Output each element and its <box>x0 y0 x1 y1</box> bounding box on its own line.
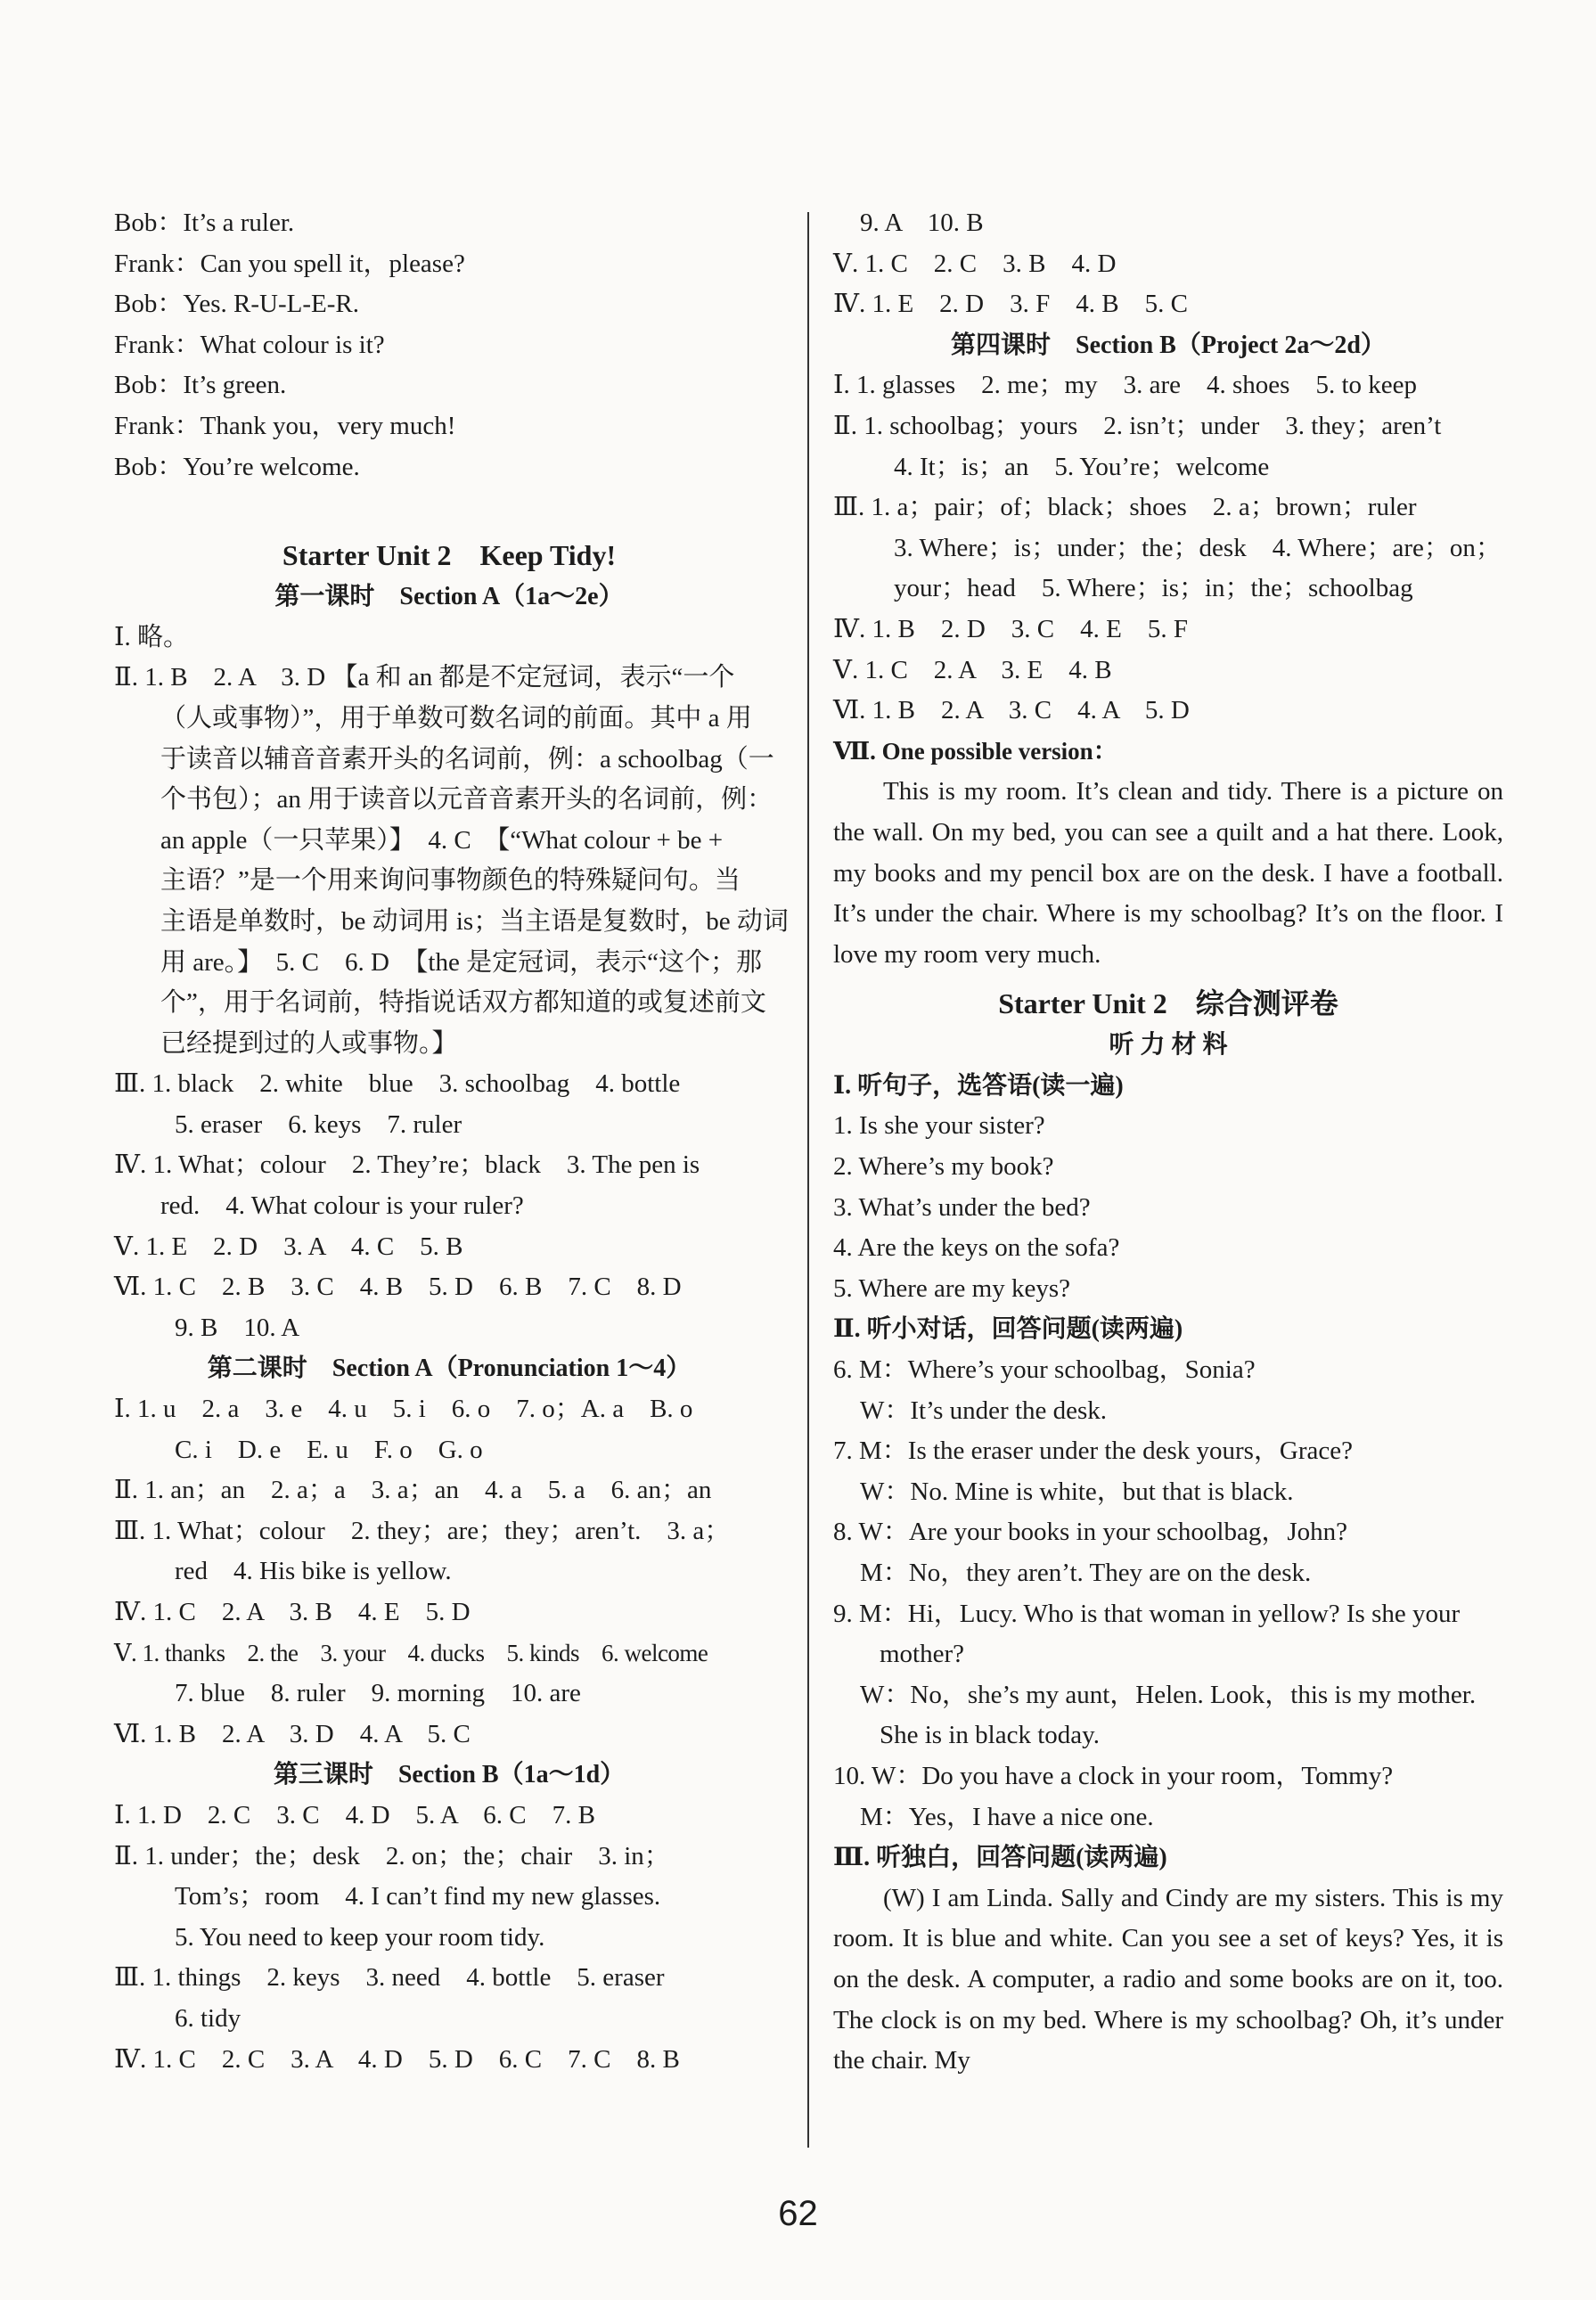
answer-line: Ⅴ. 1. C 2. A 3. E 4. B <box>833 655 1112 684</box>
dialogue-line: Frank：What colour is it? <box>114 330 385 359</box>
answer-line: Ⅳ. 1. What；colour 2. They’re；black 3. The pen is <box>114 1150 700 1180</box>
answer-line: Ⅵ. 1. B 2. A 3. C 4. A 5. D <box>833 696 1190 725</box>
answer-line: 9. A 10. B <box>860 209 984 237</box>
answer-line: Ⅴ. 1. E 2. D 3. A 4. C 5. B <box>114 1232 463 1261</box>
answer-line: C. i D. e E. u F. o G. o <box>175 1435 483 1464</box>
lesson-heading: 第二课时 Section A（Pronunciation 1～4） <box>207 1355 692 1383</box>
answer-line: Ⅳ. 1. E 2. D 3. F 4. B 5. C <box>833 290 1188 319</box>
answer-line: Ⅰ. 1. u 2. a 3. e 4. u 5. i 6. o 7. o；A. a B. o <box>114 1395 693 1424</box>
dialogue-line: M：Yes，I have a nice one. <box>860 1802 1154 1831</box>
dialogue-line: Bob：It’s a ruler. <box>114 209 295 237</box>
answer-line: 主语是单数时，be 动词用 is；当主语是复数时，be 动词 <box>160 906 789 936</box>
answer-line: Tom’s；room 4. I can’t find my new glasses. <box>175 1882 661 1911</box>
dialogue-line: 8. W：Are your books in your schoolbag，John? <box>833 1518 1347 1547</box>
answer-line: your；head 5. Where；is；in；the；schoolbag <box>894 574 1413 603</box>
answer-line: Ⅲ. 1. things 2. keys 3. need 4. bottle 5. eraser <box>114 1963 665 1993</box>
answer-line: an apple（一只苹果）】 4. C 【“What colour + be + <box>160 825 724 855</box>
dialogue-line: Bob：You’re welcome. <box>114 452 360 481</box>
answer-line: 7. blue 8. ruler 9. morning 10. are <box>175 1679 581 1708</box>
answer-line: 3. Where；is；under；the；desk 4. Where；are；on； <box>894 533 1502 562</box>
answer-line: Ⅲ. 1. a；pair；of；black；shoes 2. a；brown；ruler <box>833 493 1417 522</box>
answer-line: Ⅲ. 1. black 2. white blue 3. schoolbag 4. bottle <box>114 1069 681 1099</box>
test-title: Starter Unit 2 综合测评卷 <box>998 987 1338 1020</box>
question-line: 2. Where’s my book? <box>833 1152 1054 1182</box>
dialogue-line: Bob：Yes. R-U-L-E-R. <box>114 290 359 319</box>
answer-line: red 4. His bike is yellow. <box>175 1557 452 1586</box>
question-line: 4. Are the keys on the sofa? <box>833 1233 1120 1263</box>
question-line: 1. Is she your sister? <box>833 1111 1045 1141</box>
monologue-passage: (W) I am Linda. Sally and Cindy are my sisters. This is my room. It is blue and white. Can you see a set of keys? Yes, it is on the desk. A computer, a radio and some books are on it, too. The clock is on my bed. Where is my schoolbag? Oh, it’s under the chair. My <box>833 1883 1503 2075</box>
answer-line: 主语？”是一个用来询问事物颜色的特殊疑问句。当 <box>160 866 741 896</box>
left-column <box>114 203 789 2080</box>
dialogue-line: W：No，she’s my aunt，Helen. Look，this is my mother. <box>860 1680 1477 1709</box>
listening-title: 听 力 材 料 <box>1109 1031 1228 1060</box>
question-line: 3. What’s under the bed? <box>833 1192 1091 1222</box>
answer-line: 用 are。】 5. C 6. D 【the 是定冠词，表示“这个；那 <box>160 947 762 977</box>
dialogue-line: mother? <box>880 1640 965 1669</box>
dialogue-line: W：It’s under the desk. <box>860 1396 1108 1425</box>
answer-line: Ⅱ. 1. schoolbag；yours 2. isn’t；under 3. they；aren’t <box>833 411 1442 440</box>
unit-title: Starter Unit 2 Keep Tidy! <box>282 539 617 572</box>
lesson-heading: 第四课时 Section B（Project 2a～2d） <box>951 331 1386 359</box>
answer-line: 6. tidy <box>175 2003 241 2033</box>
answer-line: 个书包）；an 用于读音以元音音素开头的名词前，例： <box>160 785 773 814</box>
answer-line: 于读音以辅音音素开头的名词前，例：a schoolbag（一 <box>160 744 774 773</box>
section-heading: Ⅰ. 听句子，选答语(读一遍) <box>833 1071 1124 1100</box>
answer-line: （人或事物）”，用于单数可数名词的前面。其中 a 用 <box>160 703 752 733</box>
section-heading: Ⅲ. 听独白，回答问题(读两遍) <box>833 1844 1167 1872</box>
dialogue-line: Bob：It’s green. <box>114 371 287 400</box>
answer-line: Ⅰ. 1. D 2. C 3. C 4. D 5. A 6. C 7. B <box>114 1800 595 1829</box>
answer-line: 5. eraser 6. keys 7. ruler <box>175 1109 462 1139</box>
dialogue-line: Frank：Thank you，very much! <box>114 411 456 440</box>
dialogue-line: Frank：Can you spell it，please? <box>114 249 465 278</box>
dialogue-line: 10. W：Do you have a clock in your room，Tommy? <box>833 1761 1394 1790</box>
answer-line: Ⅰ. 1. glasses 2. me；my 3. are 4. shoes 5. to keep <box>833 371 1417 400</box>
answer-line: Ⅱ. 1. an；an 2. a；a 3. a；an 4. a 5. a 6. an；an <box>114 1476 712 1505</box>
lesson-heading: 第三课时 Section B（1a～1d） <box>273 1761 626 1789</box>
dialogue-line: She is in black today. <box>880 1721 1100 1750</box>
answer-line: 个”，用于名词前，特指说话双方都知道的或复述前文 <box>160 988 766 1018</box>
dialogue-line: 6. M：Where’s your schoolbag，Sonia? <box>833 1355 1256 1385</box>
question-line: 5. Where are my keys? <box>833 1273 1070 1303</box>
lesson-heading: 第一课时 Section A（1a～2e） <box>274 583 624 611</box>
answer-line: 9. B 10. A <box>175 1313 300 1342</box>
answer-line: Ⅵ. 1. C 2. B 3. C 4. B 5. D 6. B 7. C 8. D <box>114 1273 682 1302</box>
dialogue-line: W：No. Mine is white，but that is black. <box>860 1477 1294 1506</box>
answer-line: 4. It；is；an 5. You’re；welcome <box>894 452 1270 481</box>
answer-line: red. 4. What colour is your ruler? <box>160 1191 524 1221</box>
answer-line: Ⅱ. 1. B 2. A 3. D 【a 和 an 都是不定冠词，表示“一个 <box>114 663 735 692</box>
dialogue-line: 9. M：Hi，Lucy. Who is that woman in yellow? Is she your <box>833 1599 1461 1628</box>
answer-line: Ⅴ. 1. C 2. C 3. B 4. D <box>833 249 1117 278</box>
section-heading: Ⅱ. 听小对话，回答问题(读两遍) <box>833 1315 1183 1344</box>
answer-line: Ⅰ. 略。 <box>114 622 189 651</box>
answer-line: Ⅱ. 1. under；the；desk 2. on；the；chair 3. in； <box>114 1841 670 1870</box>
dialogue-line: M：No，they aren’t. They are on the desk. <box>860 1559 1312 1587</box>
answer-line: Ⅳ. 1. C 2. A 3. B 4. E 5. D <box>114 1598 471 1626</box>
right-column <box>833 203 1503 2082</box>
answer-line: Ⅳ. 1. C 2. C 3. A 4. D 5. D 6. C 7. C 8. B <box>114 2044 680 2074</box>
answer-line: Ⅵ. 1. B 2. A 3. D 4. A 5. C <box>114 1719 471 1748</box>
answer-line: 已经提到过的人或事物。】 <box>160 1028 458 1058</box>
page-number: 62 <box>778 2194 818 2233</box>
answer-line: Ⅲ. 1. What；colour 2. they；are；they；aren’t. 3. a； <box>114 1516 731 1545</box>
answer-line: Ⅴ. 1. thanks 2. the 3. your 4. ducks 5. kinds 6. welcome <box>114 1639 708 1666</box>
answer-line: Ⅳ. 1. B 2. D 3. C 4. E 5. F <box>833 614 1188 643</box>
column-divider <box>807 212 809 2148</box>
answer-line: 5. You need to keep your room tidy. <box>175 1922 545 1952</box>
sample-essay: This is my room. It’s clean and tidy. There is a picture on the wall. On my bed, you can see a quilt and a hat there. Look, my books and my pencil box are on the desk. I have a football. It’s under the chair. Where is my schoolbag? It’s on the floor. I love my room very much. <box>833 777 1503 969</box>
answer-line: Ⅶ. One possible version： <box>833 737 1117 765</box>
dialogue-line: 7. M：Is the eraser under the desk yours，Grace? <box>833 1436 1354 1466</box>
